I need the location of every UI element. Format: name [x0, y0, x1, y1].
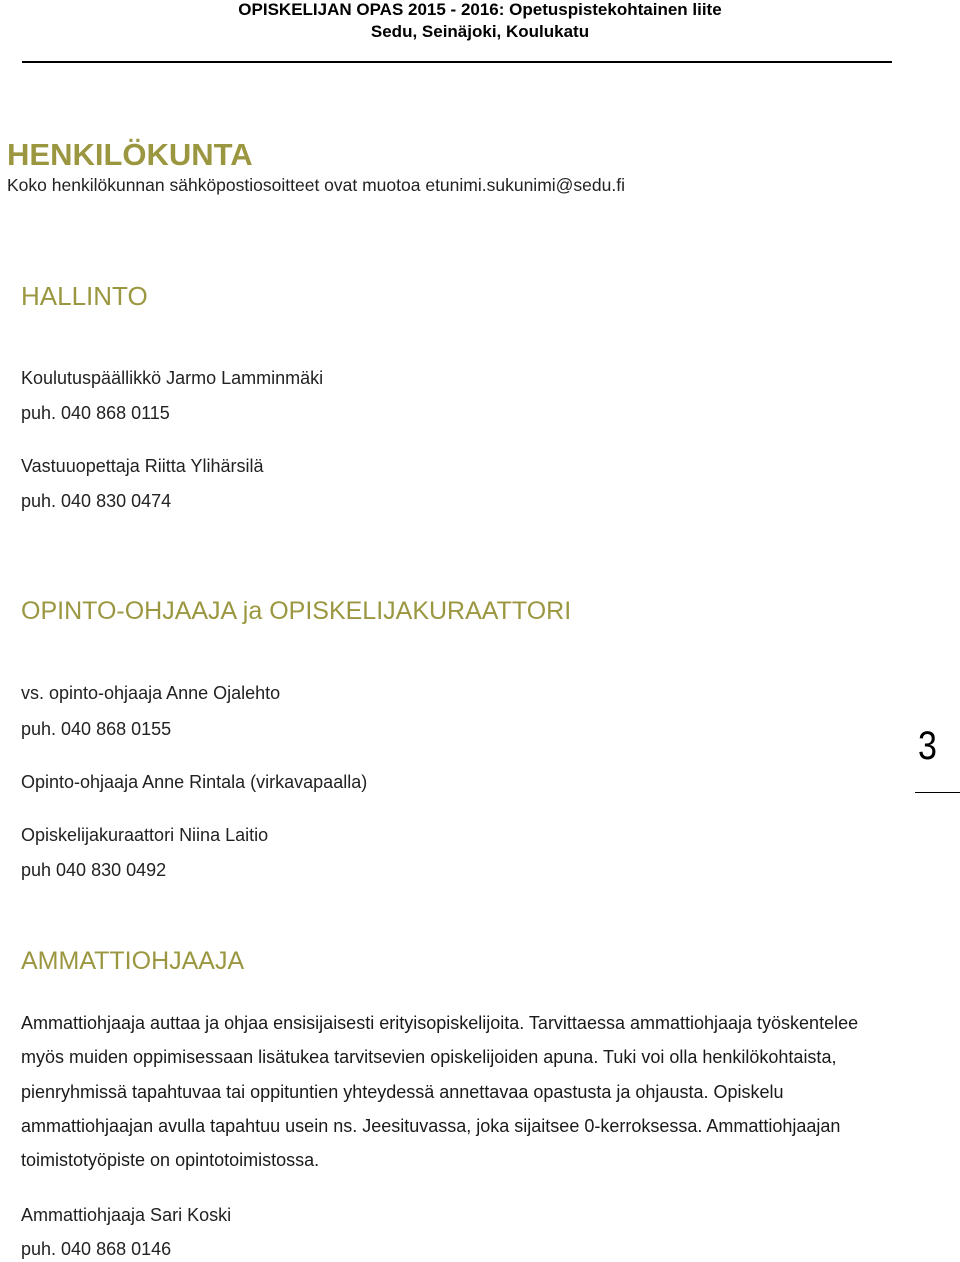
study-counsellor-acting-phone: puh. 040 868 0155	[21, 719, 172, 739]
administration-heading: HALLINTO	[21, 281, 148, 311]
email-format-note: Koko henkilökunnan sähköpostiosoitteet ovat muotoa etunimi.sukunimi@sedu.fi	[7, 175, 625, 195]
staff-title: HENKILÖKUNTA	[7, 137, 253, 172]
student-welfare-officer-phone: puh 040 830 0492	[21, 860, 167, 880]
responsible-teacher-phone: puh. 040 830 0474	[21, 491, 172, 511]
vocational-instructor-heading: AMMATTIOHJAAJA	[21, 947, 245, 975]
study-counsellor-on-leave: Opinto-ohjaaja Anne Rintala (virkavapaalla)	[21, 772, 368, 792]
guidance-heading: OPINTO-OHJAAJA ja OPISKELIJAKURAATTORI	[21, 597, 572, 625]
education-manager-name: Koulutuspäällikkö Jarmo Lamminmäki	[21, 368, 324, 388]
document-header-title: OPISKELIJAN OPAS 2015 - 2016: Opetuspistekohtainen liite	[238, 0, 722, 19]
vocational-instructor-description: Ammattiohjaaja auttaa ja ohjaa ensisijaisesti erityisopiskelijoita. Tarvittaessa ammattiohjaaja työskentelee myös muiden oppimisessaan lisätukea tarvitsevien opiskelijoiden apuna. Tuki voi olla henkilökohtaista, pienryhmissä tapahtuvaa tai oppituntien yhteydessä annettavaa opastusta ja ohjausta. Opiskelu ammattiohjaajan avulla tapahtuu usein ns. Jeesituvassa, joka sijaitsee 0-kerroksessa. Ammattiohjaajan toimistotyöpiste on opintotoimistossa.	[21, 1013, 859, 1171]
study-counsellor-acting-name: vs. opinto-ohjaaja Anne Ojalehto	[21, 683, 281, 703]
page-number: 3	[918, 724, 937, 768]
document-header-subtitle: Sedu, Seinäjoki, Koulukatu	[370, 22, 590, 41]
student-welfare-officer-name: Opiskelijakuraattori Niina Laitio	[21, 825, 269, 845]
education-manager-phone: puh. 040 868 0115	[21, 403, 170, 423]
responsible-teacher-name: Vastuuopettaja Riitta Ylihärsilä	[21, 456, 264, 476]
page-number-rule	[915, 792, 960, 793]
vocational-instructor-name: Ammattiohjaaja Sari Koski	[21, 1205, 232, 1225]
header-divider	[22, 61, 892, 63]
vocational-instructor-phone: puh. 040 868 0146	[21, 1239, 172, 1259]
